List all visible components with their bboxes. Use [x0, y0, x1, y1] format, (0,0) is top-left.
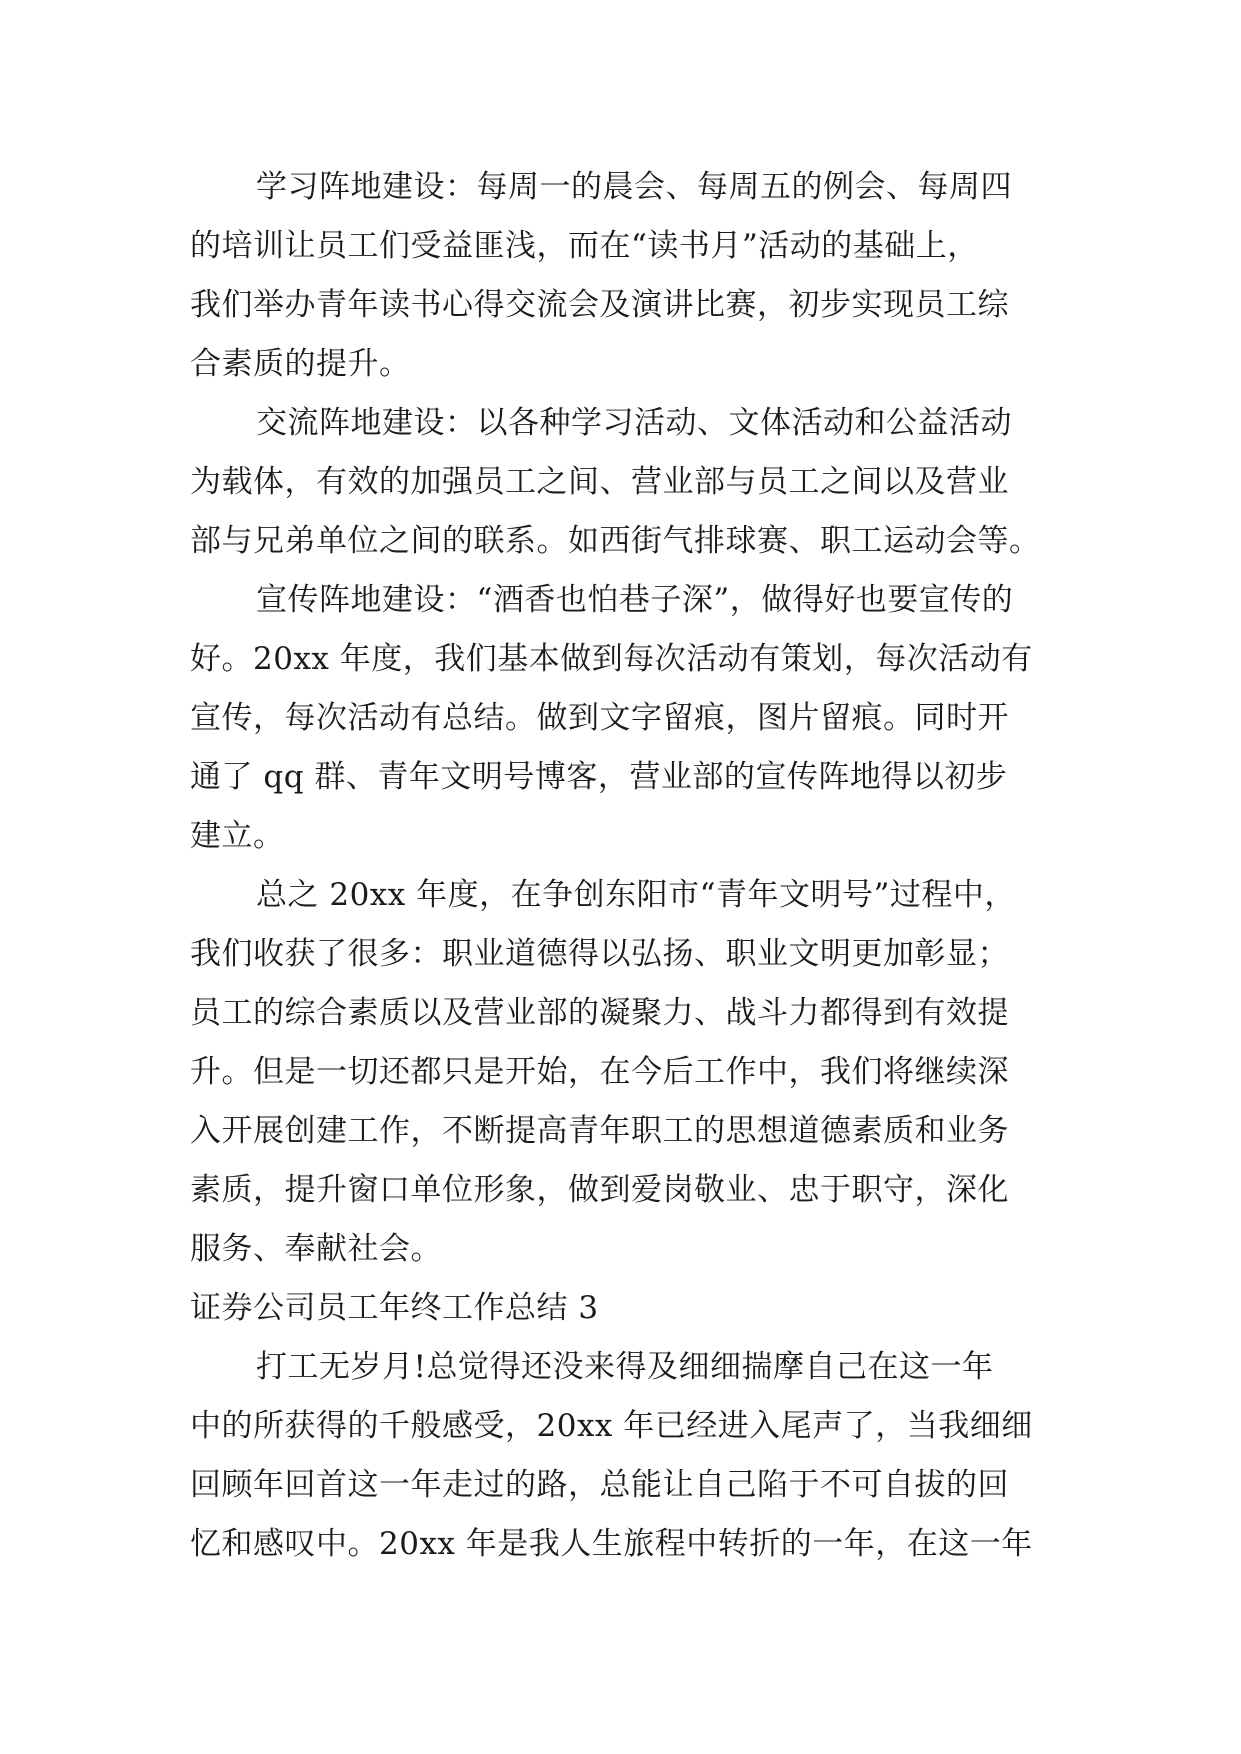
- text-line: 我们举办青年读书心得交流会及演讲比赛，初步实现员工综: [190, 287, 1009, 323]
- text-line: 入开展创建工作，不断提高青年职工的思想道德素质和业务: [190, 1113, 1009, 1149]
- document-body: [190, 158, 1062, 1574]
- text-line: 部与兄弟单位之间的联系。如西街气排球赛、职工运动会等。: [190, 523, 1041, 559]
- text-line: 通了 qq 群、青年文明号博客，营业部的宣传阵地得以初步: [190, 759, 1008, 795]
- text-line: 我们收获了很多：职业道德得以弘扬、职业文明更加彰显；: [190, 936, 1009, 972]
- text-line: 好。20xx 年度，我们基本做到每次活动有策划，每次活动有: [190, 641, 1033, 677]
- text-line: 学习阵地建设：每周一的晨会、每周五的例会、每周四: [256, 169, 1012, 205]
- text-line: 忆和感叹中。20xx 年是我人生旅程中转折的一年，在这一年: [190, 1526, 1033, 1562]
- text-line: 回顾年回首这一年走过的路，总能让自己陷于不可自拔的回: [190, 1467, 1009, 1503]
- text-line: 建立。: [190, 818, 285, 854]
- text-line: 中的所获得的千般感受，20xx 年已经进入尾声了，当我细细: [190, 1408, 1033, 1444]
- text-line: 服务、奉献社会。: [190, 1231, 442, 1267]
- text-line: 的培训让员工们受益匪浅，而在“读书月”活动的基础上，: [190, 228, 979, 264]
- text-line: 交流阵地建设：以各种学习活动、文体活动和公益活动: [256, 405, 1012, 441]
- text-line: 总之 20xx 年度，在争创东阳市“青年文明号”过程中，: [256, 877, 1016, 913]
- text-line: 宣传，每次活动有总结。做到文字留痕，图片留痕。同时开: [190, 700, 1009, 736]
- text-line: 宣传阵地建设：“酒香也怕巷子深”，做得好也要宣传的: [256, 582, 1014, 618]
- text-line: 升。但是一切还都只是开始，在今后工作中，我们将继续深: [190, 1054, 1009, 1090]
- text-line: 合素质的提升。: [190, 346, 411, 382]
- section-heading: 证券公司员工年终工作总结 3: [190, 1290, 599, 1326]
- text-line: 素质，提升窗口单位形象，做到爱岗敬业、忠于职守，深化: [190, 1172, 1009, 1208]
- text-line: 员工的综合素质以及营业部的凝聚力、战斗力都得到有效提: [190, 995, 1009, 1031]
- text-line: 为载体，有效的加强员工之间、营业部与员工之间以及营业: [190, 464, 1009, 500]
- text-line: 打工无岁月!总觉得还没来得及细细揣摩自己在这一年: [256, 1349, 994, 1385]
